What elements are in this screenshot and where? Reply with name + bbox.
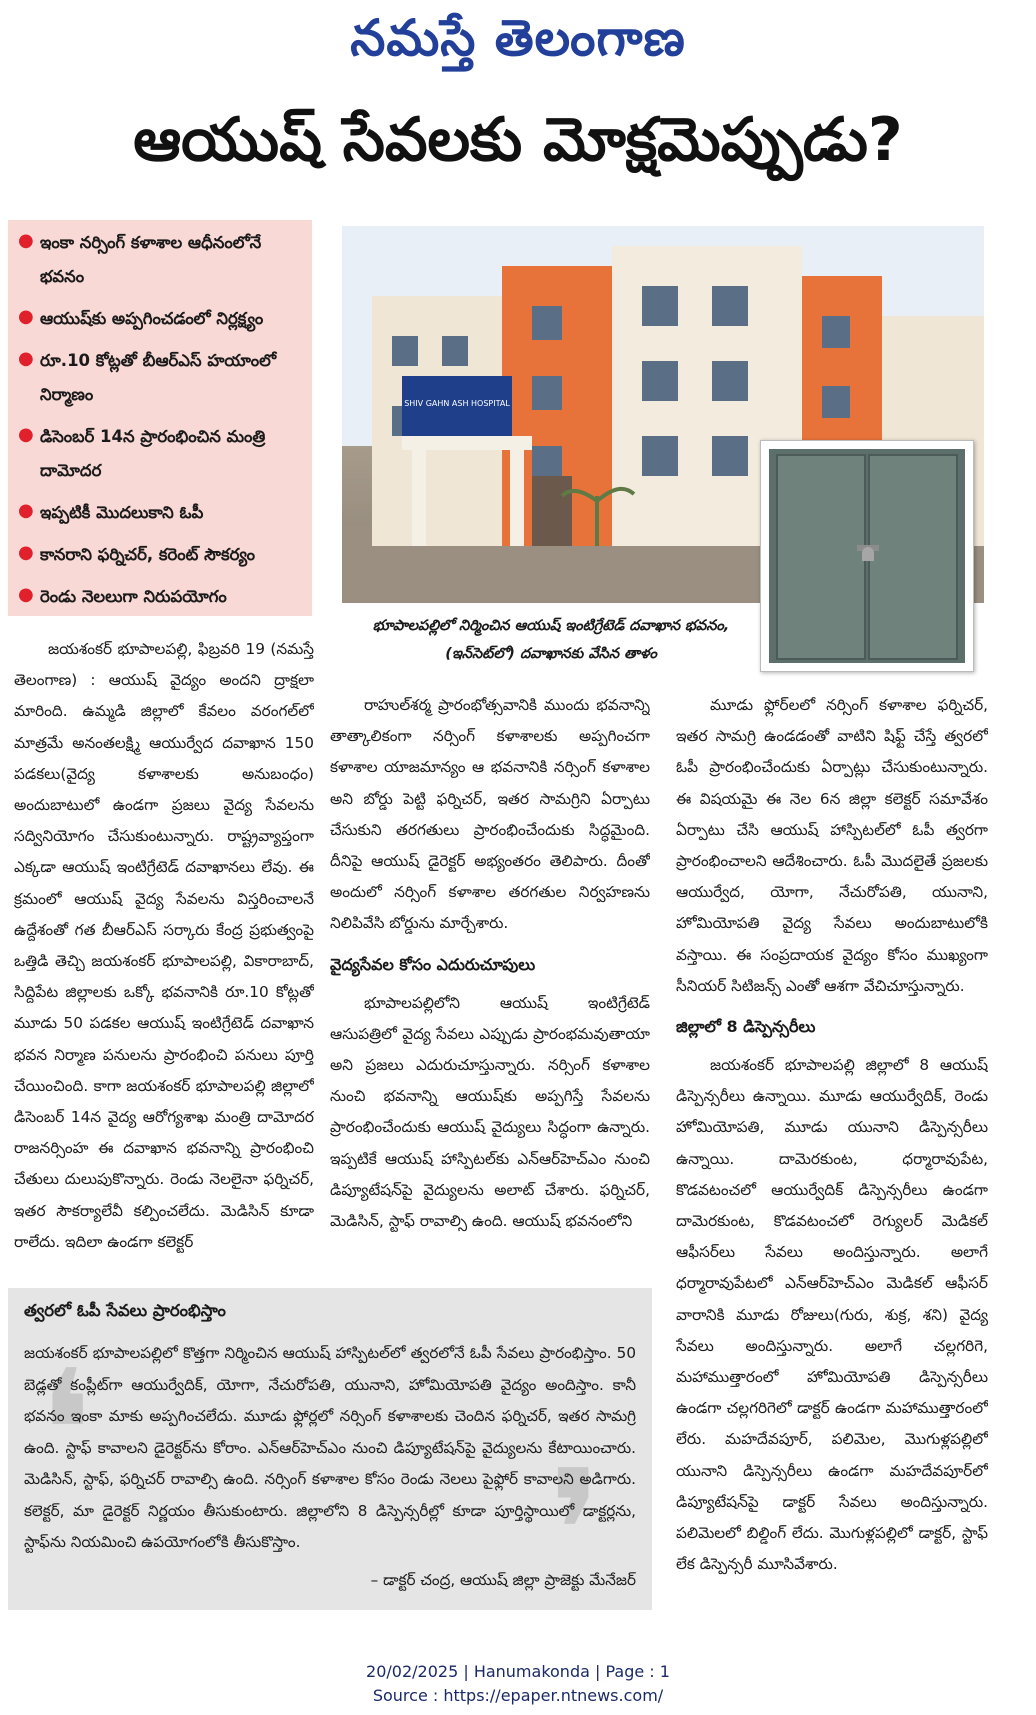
article-column-2: [330, 690, 650, 1300]
quote-box: [8, 1288, 652, 1610]
quote-body: జయశంకర్ భూపాలపల్లిలో కొత్తగా నిర్మించిన ఆయుష్ హాస్పిటల్‌లో త్వరలోనే ఓపీ సేవలు ప్రారంభిస్తాం. 50 బెడ్లతో కంప్లీట్‌గా ఆయుర్వేదిక్, యోగా, నేచురోపతి, యునాని, హోమియోపతి వైద్యం అందిస్తాం. కానీ భవనం ఇంకా మాకు అప్పగించలేదు. మూడు ఫ్లోర్లలో నర్సింగ్ కళాశాలకు చెందిన ఫర్నిచర్, ఇతర సామగ్రి ఉంది. స్టాఫ్ కావాలని డైరెక్టర్‌ను కోరాం. ఎన్ఆర్‌హెచ్ఎం నుంచి డిప్యూటేషన్‌పై వైద్యులను కేటాయించారు. మెడిసిన్, స్టాఫ్, ఫర్నిచర్ రావాల్సి ఉంది. నర్సింగ్ కళాశాల కోసం రెండు నెలలు పైఫ్లోర్ కావాలని అడిగారు. కలెక్టర్, మా డైరెక్టర్ నిర్ణయం తీసుకుంటారు. జిల్లాలోని 8 డిస్పెన్సరీల్లో కూడా పూర్తిస్థాయిలో డాక్టర్లను, స్టాఫ్‌ను నియమించి ఉపయోగంలోకి తీసుకొస్తాం.: [24, 1344, 636, 1551]
bullet-icon: ●: [18, 424, 34, 445]
article-paragraph: భూపాలపల్లిలోని ఆయుష్ ఇంటిగ్రేటెడ్ ఆసుపత్రిలో వైద్య సేవలు ఎప్పుడు ప్రారంభమవుతాయా అని ప్రజలు ఎదురుచూస్తున్నారు. నర్సింగ్ కళాశాల నుంచి భవనాన్ని ఆయుష్‌కు అప్పగిస్తే సేవలను ప్రారంభించేందుకు ఆయుష్ వైద్యులు సిద్ధంగా ఉన్నారు. ఇప్పటికే ఆయుష్ హాస్పిటల్‌కు ఎన్ఆర్‌హెచ్ఎం నుంచి డిప్యూటేషన్‌పై వైద్యులను అలాట్ చేశారు. ఫర్నిచర్, మెడిసిన్, స్టాఫ్ రావాల్సి ఉంది. ఆయుష్ భవనంలోని: [330, 993, 650, 1231]
highlight-text: రూ.10 కోట్లతో బీఆర్ఎస్ హయాంలో నిర్మాణం: [40, 351, 277, 404]
bullet-icon: ●: [18, 542, 34, 563]
highlight-item: [18, 420, 304, 488]
masthead: నమస్తే తెలంగాణ: [350, 8, 686, 67]
inset-photo: [760, 440, 974, 672]
locked-door-illustration: [769, 449, 965, 663]
highlight-item: [18, 226, 304, 294]
article-paragraph: మూడు ఫ్లోర్‌లలో నర్సింగ్ కళాశాల ఫర్నిచర్, ఇతర సామగ్రి ఉండడంతో వాటిని షిఫ్ట్ చేస్తే త్వరలో ఓపీ ప్రారంభించేందుకు ఏర్పాట్లు చేసుకుంటున్నారు. ఈ విషయమై ఈ నెల 6న జిల్లా కలెక్టర్ సమావేశం ఏర్పాటు చేసి ఆయుష్ హాస్పిటల్‌లో ఓపీ త్వరగా ప్రారంభించాలని ఆదేశించారు. ఓపీ మొదలైతే ప్రజలకు ఆయుర్వేద, యోగా, నేచురోపతి, యునాని, హోమియోపతి వైద్య సేవలు అందుబాటులోకి వస్తాయి. ఈ సంప్రదాయక వైద్యం కోసం ముఖ్యంగా సీనియర్ సిటిజన్స్ ఎంతో ఆశగా వేచిచూస్తున్నారు.: [676, 696, 988, 995]
footer-date-line: 20/02/2025 | Hanumakonda | Page : 1: [366, 1662, 670, 1681]
bullet-icon: ●: [18, 230, 34, 251]
quote-signature: – డాక్టర్ చంద్ర, ఆయుష్ జిల్లా ప్రాజెక్టు మేనేజర్: [370, 1570, 636, 1589]
highlight-text: డిసెంబర్ 14న ప్రారంభించిన మంత్రి దామోదర: [40, 427, 266, 480]
quote-title: త్వరలో ఓపీ సేవలు ప్రారంభిస్తాం: [24, 1301, 226, 1320]
bullet-icon: ●: [18, 348, 34, 369]
highlight-item: [18, 302, 304, 336]
highlight-text: ఇప్పటికీ మొదలుకాని ఓపీ: [40, 503, 204, 522]
bullet-icon: ●: [18, 500, 34, 521]
footer-source-line: Source : https://epaper.ntnews.com/: [372, 1686, 664, 1705]
highlight-text: ఇంకా నర్సింగ్ కళాశాల ఆధీనంలోనే భవనం: [40, 233, 262, 286]
article-paragraph: రాహుల్‌శర్మ ప్రారంభోత్సవానికి ముందు భవనాన్ని తాత్కాలికంగా నర్సింగ్ కళాశాలకు అప్పగించగా కళాశాల యాజమాన్యం ఆ భవనానికి నర్సింగ్ కళాశాల అని బోర్డు పెట్టి ఫర్నిచర్, ఇతర సామగ్రిని ఏర్పాటు చేసుకుని తరగతులు ప్రారంభించేందుకు సిద్ధమైంది. దీనిపై ఆయుష్ డైరెక్టర్ అభ్యంతరం తెలిపారు. దీంతో అందులో నర్సింగ్ కళాశాల తరగతుల నిర్వహణను నిలిపివేసి బోర్డును మార్చేశారు.: [330, 696, 650, 933]
article-paragraph: జయశంకర్ భూపాలపల్లి జిల్లాలో 8 ఆయుష్ డిస్పెన్సరీలు ఉన్నాయి. మూడు ఆయుర్వేదిక్, రెండు హోమియోపతి, మూడు యునాని డిస్పెన్సరీలు ఉన్నాయి. దామెరకుంట, ధర్మారావుపేట, కొడవటంచలో ఆయుర్వేదిక్ డిస్పెన్సరీలు ఉండగా దామెరకుంట, కొడవటంచలో రెగ్యులర్ మెడికల్ ఆఫీసర్‌లు సేవలు అందిస్తున్నారు. అలాగే ధర్మారావుపేటలో ఎన్ఆర్‌హెచ్ఎం మెడికల్ ఆఫీసర్ వారానికి మూడు రోజులు(గురు, శుక్ర, శని) వైద్య సేవలు అందిస్తున్నారు. అలాగే చల్లగరిగె, మహాముత్తారంలో హోమియోపతి డిస్పెన్సరీలు ఉండగా చల్లగరిగెలో డాక్టర్ ఉండగా మహాముత్తారంలో లేరు. మహదేవపూర్, పలిమెల, మొగుళ్లపల్లిలో యునాని డిస్పెన్సరీలు ఉండగా మహదేవపూర్‌లో డిప్యూటేషన్‌పై డాక్టర్ సేవలు అందిస్తున్నారు. పలిమెలలో బిల్డింగ్ లేదు. మొగుళ్లపల్లిలో డాక్టర్, స్టాఫ్ లేక డిస్పెన్సరీ మూసివేశారు.: [676, 1056, 988, 1574]
bullet-icon: ●: [18, 584, 34, 605]
highlight-text: కానరాని ఫర్నిచర్, కరెంట్ సౌకర్యం: [40, 545, 256, 564]
highlight-item: [18, 580, 304, 614]
highlight-item: [18, 344, 304, 412]
open-quote-icon: ❛: [38, 1334, 93, 1532]
bullet-icon: ●: [18, 306, 34, 327]
section-subheading: జిల్లాలో 8 డిస్పెన్సరీలు: [676, 1017, 816, 1037]
hospital-sign-text: SHIV GAHN ASH HOSPITAL: [404, 399, 510, 408]
highlight-item: [18, 496, 304, 530]
highlight-item: [18, 538, 304, 572]
highlight-text: రెండు నెలలుగా నిరుపయోగం: [40, 587, 227, 606]
headline: ఆయుష్ సేవలకు మోక్షమెప్పుడు?: [133, 105, 903, 175]
close-quote-icon: ❜: [548, 1434, 603, 1610]
photo-caption: భూపాలపల్లిలో నిర్మించిన ఆయుష్ ఇంటిగ్రేటెడ్ దవాఖాన భవనం,(ఇన్‌సెట్‌లో) దవాఖానకు వేసిన తాళం: [372, 618, 730, 662]
article-column-3: [676, 690, 988, 1630]
article-column-1: [14, 634, 314, 1284]
article-paragraph: జయశంకర్ భూపాలపల్లి, ఫిబ్రవరి 19 (నమస్తే తెలంగాణ) : ఆయుష్ వైద్యం అందని ద్రాక్షలా మారింది. ఉమ్మడి జిల్లాలో కేవలం వరంగల్‌లో మాత్రమే అనంతలక్ష్మి ఆయుర్వేద దవాఖాన 150 పడకలు(వైద్య కళాశాలకు అనుబంధం) అందుబాటులో ఉండగా ప్రజలు వైద్య సేవలను సద్వినియోగం చేసుకుంటున్నారు. రాష్ట్రవ్యాప్తంగా ఎక్కడా ఆయుష్ ఇంటిగ్రేటెడ్ దవాఖానలు లేవు. ఈ క్రమంలో ఆయుష్ వైద్య సేవలను విస్తరించాలనే ఉద్దేశంతో గత బీఆర్ఎస్ సర్కారు కేంద్ర ప్రభుత్వంపై ఒత్తిడి తెచ్చి జయశంకర్ భూపాలపల్లి, వికారాబాద్, సిద్దిపేట జిల్లాలకు ఒక్కో భవనానికి రూ.10 కోట్లతో మూడు 50 పడకల ఆయుష్ ఇంటిగ్రేటెడ్ దవాఖాన భవన నిర్మాణ పనులను ప్రారంభించి పనులు పూర్తి చేయించింది. కాగా జయశంకర్ భూపాలపల్లి జిల్లాలో డిసెంబర్ 14న వైద్య ఆరోగ్యశాఖ మంత్రి దామోదర రాజనర్సింహ ఈ దవాఖాన భవనాన్ని ప్రారంభించి చేతులు దులుపుకొన్నారు. రెండు నెలలైనా ఫర్నిచర్, ఇతర సౌకర్యాలేవీ కల్పించలేదు. మెడిసిన్ కూడా రాలేదు. ఇదిలా ఉండగా కలెక్టర్: [14, 640, 314, 1251]
highlights-box: [8, 220, 312, 616]
section-subheading: వైద్యసేవల కోసం ఎదురుచూపులు: [330, 954, 536, 974]
highlight-text: ఆయుష్‌కు అప్పగించడంలో నిర్లక్ష్యం: [40, 309, 264, 328]
